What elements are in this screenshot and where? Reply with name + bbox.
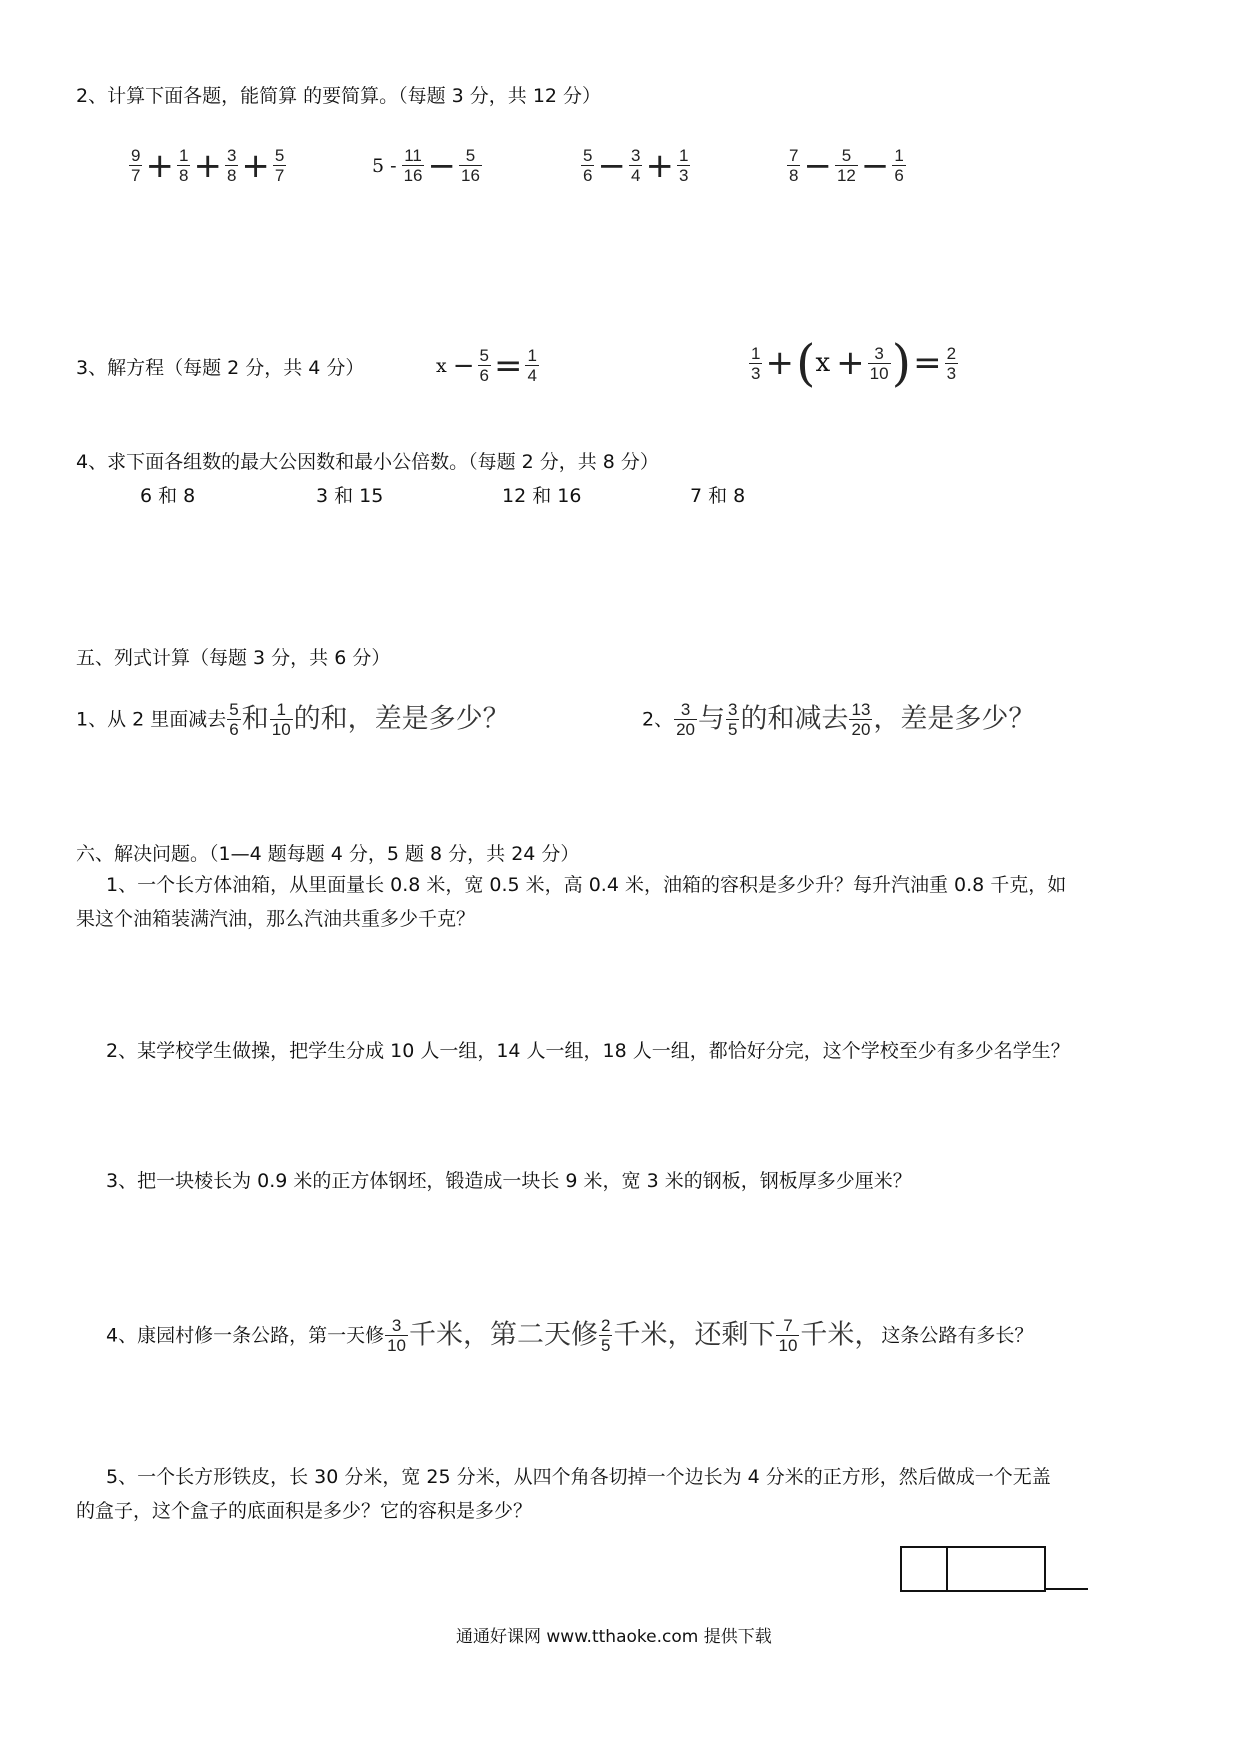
q3-equation-1: x − $\frac{5}{6}$ = $\frac{1}{4}$ xyxy=(436,345,537,386)
s6-problem-1-line-2: 果这个油箱装满汽油，那么汽油共重多少千克？ xyxy=(76,908,476,930)
s6-problem-3: 3、把一块棱长为 0.9 米的正方体钢坯，锻造成一块长 9 米，宽 3 米的钢板，钢板厚多少厘米？ xyxy=(106,1170,912,1192)
q2-heading: 2、计算下面各题，能简算 的要简算。（每题 3 分，共 12 分） xyxy=(76,85,602,107)
fraction: $\frac{1}{6}$ xyxy=(894,146,904,185)
fraction: $\frac{3}{4}$ xyxy=(630,146,641,185)
fraction: $\frac{5}{16}$ xyxy=(460,146,480,185)
fraction: $\frac{1}{3}$ xyxy=(678,146,689,185)
fraction: $\frac{5}{6}$ xyxy=(479,346,489,385)
fraction: $\frac{5}{6}$ xyxy=(229,700,239,739)
fraction: $\frac{3}{10}$ xyxy=(387,1316,407,1355)
s6-problem-4: 4、康园村修一条公路，第一天修 $\frac{3}{10}$ 千米，第二天修 $\frac{2}{5}$ 千米，还剩下 $\frac{7}{10}$ 千米，这条公路有多长？ xyxy=(106,1316,1034,1355)
fraction: $\frac{1}{3}$ xyxy=(751,343,761,383)
score-box-large xyxy=(944,1546,1046,1592)
q2-expression-4: $\frac{7}{8}$ − $\frac{5}{12}$ − $\frac{1}{6}$ xyxy=(789,145,904,186)
fraction: $\frac{5}{12}$ xyxy=(836,146,856,185)
fraction: $\frac{9}{7}$ xyxy=(131,146,141,185)
q4-heading: 4、求下面各组数的最大公因数和最小公倍数。（每题 2 分，共 8 分） xyxy=(76,451,659,473)
s5-problem-1: 1、从 2 里面减去 $\frac{5}{6}$ 和 $\frac{1}{10}$ 的和，差是多少？ xyxy=(76,700,510,739)
s5-heading: 五、列式计算（每题 3 分，共 6 分） xyxy=(76,647,391,669)
q2-expression-2: 5 - $\frac{11}{16}$ − $\frac{5}{16}$ xyxy=(372,145,480,186)
fraction: $\frac{3}{5}$ xyxy=(728,700,738,739)
q4-pair: 3 和 15 xyxy=(316,485,384,507)
s6-problem-5-line-1: 5、一个长方形铁皮，长 30 分米，宽 25 分米，从四个角各切掉一个边长为 4 分米的正方形，然后做成一个无盖 xyxy=(106,1466,1051,1488)
fraction: $\frac{1}{4}$ xyxy=(527,346,537,385)
q2-expression-1: $\frac{9}{7}$ + $\frac{1}{8}$ + $\frac{3}{8}$ + $\frac{5}{7}$ xyxy=(131,145,285,186)
s6-heading: 六、解决问题。（1—4 题每题 4 分，5 题 8 分，共 24 分） xyxy=(76,843,580,865)
fraction: $\frac{3}{20}$ xyxy=(676,700,696,739)
q3-heading: 3、解方程（每题 2 分，共 4 分） xyxy=(76,357,365,379)
q4-pair: 6 和 8 xyxy=(140,485,196,507)
q3-equation-2: $\frac{1}{3}$ +(x + $\frac{3}{10}$ )= $\frac{2}{3}$ xyxy=(751,334,957,392)
fraction: $\frac{3}{10}$ xyxy=(869,343,889,383)
fraction: $\frac{1}{10}$ xyxy=(271,700,291,739)
score-box-small xyxy=(900,1546,948,1592)
s5-problem-2: 2、 $\frac{3}{20}$ 与 $\frac{3}{5}$ 的和减去 $\frac{13}{20}$ ，差是多少？ xyxy=(642,700,1036,739)
q4-pair: 12 和 16 xyxy=(502,485,582,507)
s6-problem-1-line-1: 1、一个长方体油箱，从里面量长 0.8 米，宽 0.5 米，高 0.4 米，油箱的容积是多少升？每升汽油重 0.8 千克，如 xyxy=(106,874,1067,896)
fraction: $\frac{13}{20}$ xyxy=(851,700,871,739)
q4-pair: 7 和 8 xyxy=(690,485,746,507)
s6-problem-5-line-2: 的盒子，这个盒子的底面积是多少？它的容积是多少？ xyxy=(76,1500,533,1522)
q2-expression-3: $\frac{5}{6}$ − $\frac{3}{4}$ + $\frac{1}{3}$ xyxy=(583,145,689,186)
fraction: $\frac{7}{8}$ xyxy=(789,146,799,185)
fraction: $\frac{2}{3}$ xyxy=(946,343,957,383)
fraction: $\frac{5}{7}$ xyxy=(274,146,285,185)
fraction: $\frac{7}{10}$ xyxy=(778,1316,798,1355)
fraction: $\frac{3}{8}$ xyxy=(226,146,237,185)
footer-text: 通通好课网 www.tthaoke.com 提供下载 xyxy=(456,1627,772,1647)
fraction: $\frac{2}{5}$ xyxy=(601,1316,611,1355)
fraction: $\frac{1}{8}$ xyxy=(178,146,189,185)
s6-problem-2: 2、某学校学生做操，把学生分成 10 人一组，14 人一组，18 人一组，都恰好分完，这个学校至少有多少名学生？ xyxy=(106,1040,1070,1062)
score-underline xyxy=(1046,1588,1088,1590)
fraction: $\frac{11}{16}$ xyxy=(403,146,423,185)
fraction: $\frac{5}{6}$ xyxy=(583,146,593,185)
